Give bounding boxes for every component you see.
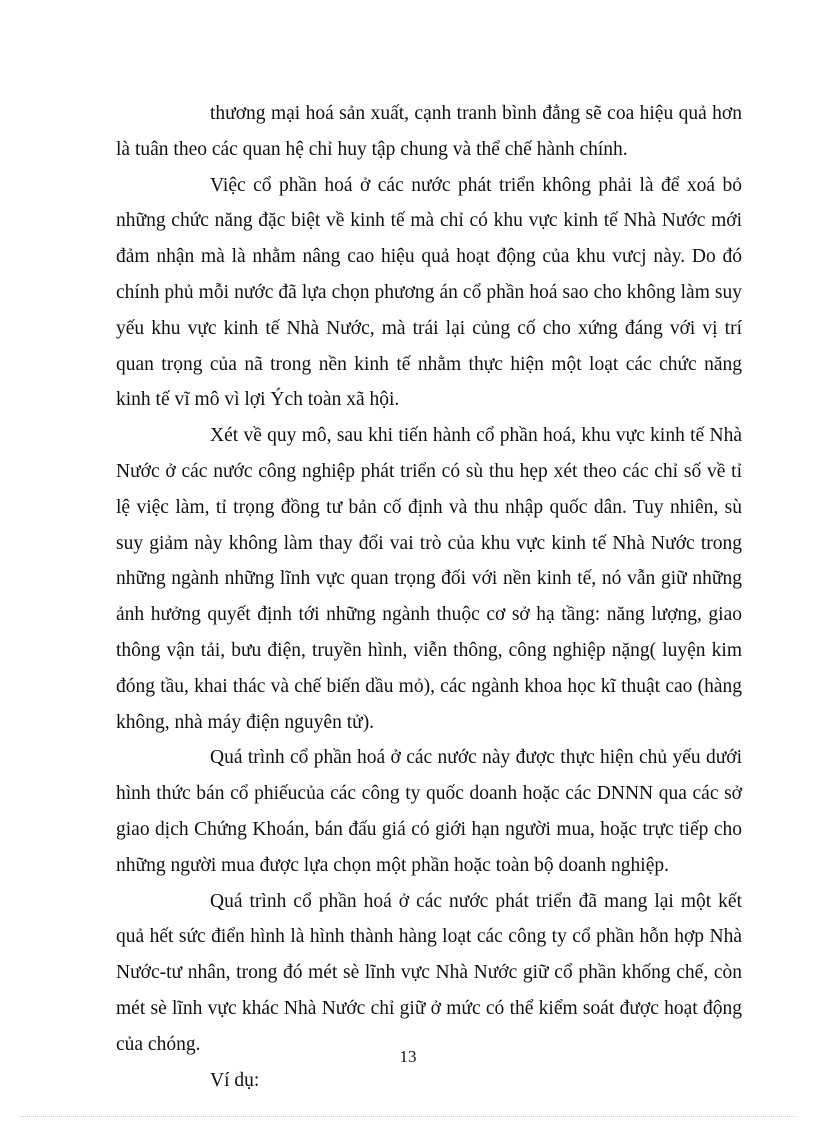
body-text <box>116 96 742 1098</box>
paragraph-3: Xét về quy mô, sau khi tiến hành cổ phần hoá, khu vực kinh tế Nhà Nước ở các nước công nghiệp phát triển có sù thu hẹp xét theo các chỉ số về tỉ lệ việc làm, tỉ trọng đồng tư bản cố định và thu nhập quốc dân. Tuy nhiên, sù suy giảm này không làm thay đổi vai trò của khu vực kinh tế Nhà Nước trong những ngành những lĩnh vực quan trọng đối với nền kinh tế, nó vẫn giữ những ảnh hưởng quyết định tới những ngành thuộc cơ sở hạ tầng: năng lượng, giao thông vận tải, bưu điện, truyền hình, viễn thông, công nghiệp nặng( luyện kim đóng tầu, khai thác và chế biến dầu mỏ), các ngành khoa học kĩ thuật cao (hàng không, nhà máy điện nguyên tử). <box>116 425 742 733</box>
page-bottom-divider <box>20 1116 796 1117</box>
paragraph-4: Quá trình cổ phần hoá ở các nước này được thực hiện chủ yếu dưới hình thức bán cổ phiếucủa các công ty quốc doanh hoặc các DNNN qua các sở giao dịch Chứng Khoán, bán đấu giá có giới hạn người mua, hoặc trực tiếp cho những người mua được lựa chọn một phần hoặc toàn bộ doanh nghiệp. <box>116 747 742 876</box>
paragraph-6: Ví dụ: <box>210 1069 260 1091</box>
paragraph-1: thương mại hoá sản xuất, cạnh tranh bình đẳng sẽ coa hiệu quả hơn là tuân theo các quan hệ chỉ huy tập chung và thể chế hành chính. <box>116 103 742 160</box>
paragraph-2: Việc cổ phần hoá ở các nước phát triển không phải là để xoá bỏ những chức năng đặc biệt về kinh tế mà chỉ có khu vực kinh tế Nhà Nước mới đảm nhận mà là nhằm nâng cao hiệu quả hoạt động của khu vưcj này. Do đó chính phủ mỗi nước đã lựa chọn phương án cổ phần hoá sao cho không làm suy yếu khu vực kinh tế Nhà Nước, mà trái lại củng cố cho xứng đáng với vị trí quan trọng của nã trong nền kinh tế nhằm thực hiện một loạt các chức năng kinh tế vĩ mô vì lợi Ých toàn xã hội. <box>116 174 742 411</box>
paragraph-5: Quá trình cổ phần hoá ở các nước phát triển đã mang lại một kết quả hết sức điển hình là hình thành hàng loạt các công ty cổ phần hỗn hợp Nhà Nước-tư nhân, trong đó mét sè lĩnh vực Nhà Nước giữ cổ phần khống chế, còn mét sè lĩnh vực khác Nhà Nước chỉ giữ ở mức có thể kiểm soát được hoạt động của chóng. <box>116 890 742 1055</box>
page-number: 13 <box>399 1047 417 1066</box>
